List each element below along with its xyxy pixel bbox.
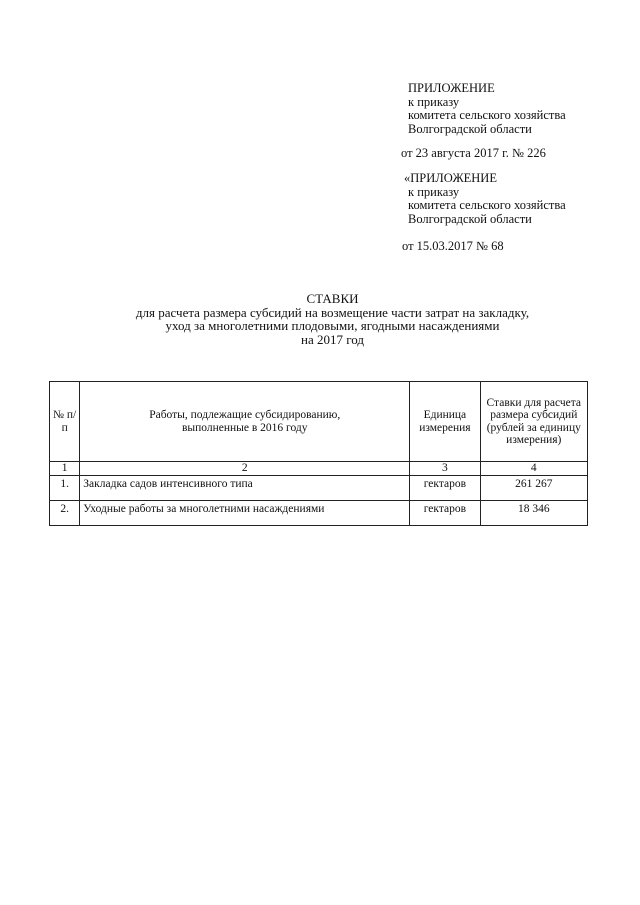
committee-name: комитета сельского хозяйства [408,108,566,122]
rates-table [49,381,588,526]
appendix-label: «ПРИЛОЖЕНИЕ [404,171,497,185]
title-line: для расчета размера субсидий на возмещение части затрат на закладку, [135,304,530,320]
title-heading: СТАВКИ [306,291,359,306]
region-name: Волгоградской области [408,211,532,226]
row-rate: 261 267 [480,475,587,500]
row-rate: 18 346 [480,500,587,525]
header-num: № п/п [50,382,80,462]
col-number: 2 [80,462,410,476]
col-number: 4 [480,462,587,476]
table-header-row [50,382,588,462]
row-num: 2. [50,500,80,525]
row-work: Уходные работы за многолетними насаждениями [80,500,410,525]
order-date: от 23 августа 2017 г. № 226 [401,146,546,160]
title-year: на 2017 год [301,331,364,347]
row-num: 1. [50,475,80,500]
header-rate: Ставки для расчета размера субсидий (рублей за единицу измерения) [480,382,587,462]
row-work: Закладка садов интенсивного типа [80,475,410,500]
order-ref: к приказу [408,184,460,199]
column-number-row [50,462,588,476]
col-number: 3 [410,462,480,476]
col-number: 1 [50,462,80,476]
committee-name: комитета сельского хозяйства [408,198,566,212]
appendix-label: ПРИЛОЖЕНИЕ [408,81,495,95]
appendix-header-current [401,81,566,161]
row-unit: гектаров [410,475,480,500]
header-unit: Единица измерения [410,382,480,462]
region-name: Волгоградской области [408,121,532,136]
order-date: от 15.03.2017 № 68 [402,239,504,253]
title-line: уход за многолетними плодовыми, ягодными насаждениями [165,318,500,333]
header-works: Работы, подлежащие субсидированию, выполненные в 2016 году [80,382,410,462]
row-unit: гектаров [410,500,480,525]
appendix-header-previous [404,172,566,254]
order-ref: к приказу [408,94,460,109]
table-row [50,475,588,500]
table-row [50,500,588,525]
document-title [60,292,605,346]
